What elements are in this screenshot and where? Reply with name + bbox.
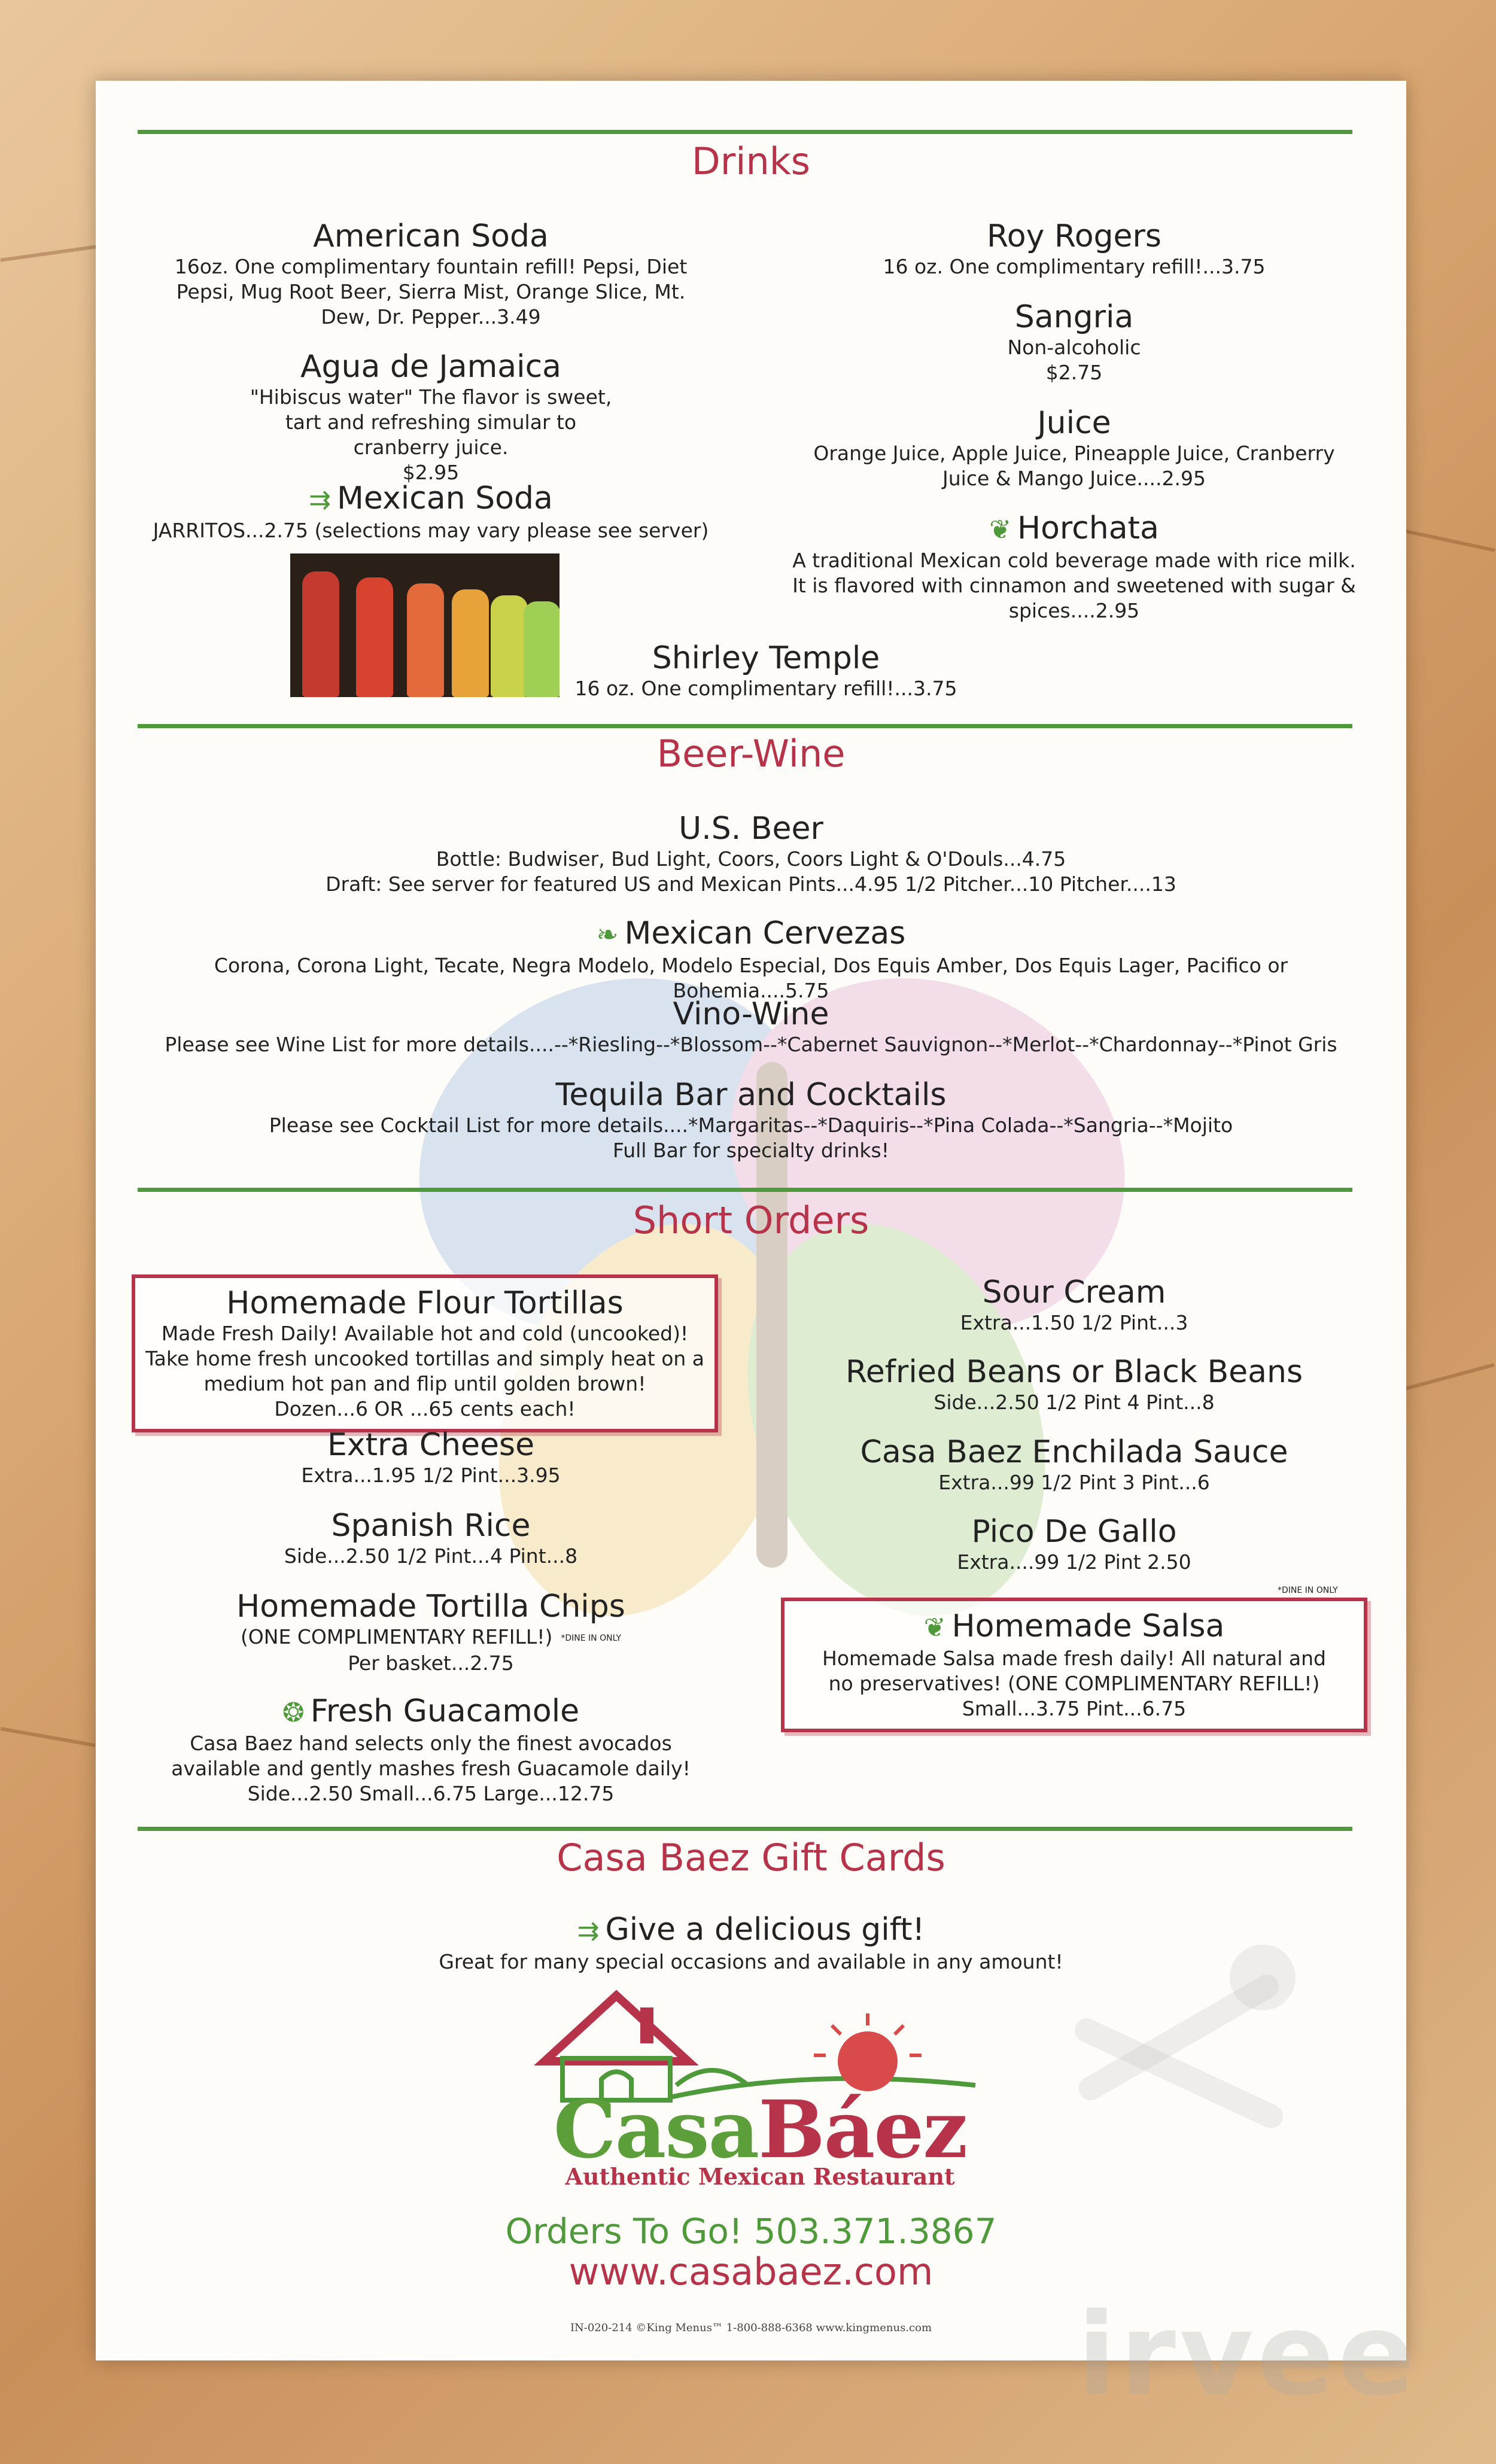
- item-description: Side...2.50 1/2 Pint...4 Pint...8: [284, 1544, 578, 1568]
- item-description: Full Bar for specialty drinks!: [613, 1139, 889, 1162]
- item-name: Homemade Salsa: [951, 1608, 1225, 1644]
- section-divider: [138, 724, 1352, 728]
- item-name: Homemade Flour Tortillas: [226, 1285, 624, 1321]
- pepper-icon: ❦: [923, 1613, 946, 1643]
- item-description: Draft: See server for featured US and Mexican Pints...4.95 1/2 Pitcher...10 Pitcher....13: [326, 872, 1176, 896]
- logo-word-baez: Báez: [758, 2083, 967, 2176]
- item-description: Please see Cocktail List for more details....*Margaritas--*Daquiris--*Pina Colada--*Sangria--*Mojito: [269, 1114, 1233, 1137]
- section-divider: [138, 130, 1352, 134]
- logo-tagline: Authentic Mexican Restaurant: [565, 2163, 955, 2190]
- item-name: Agua de Jamaica: [300, 349, 562, 385]
- item-name: U.S. Beer: [679, 811, 823, 847]
- website-link[interactable]: www.casabaez.com: [568, 2250, 934, 2293]
- cutlery-watermark: [1029, 1906, 1328, 2157]
- menu-item-beans: [784, 1354, 1364, 1415]
- item-name: Vino-Wine: [673, 996, 829, 1032]
- menu-item-agua-de-jamaica: [138, 349, 724, 485]
- orders-to-go-phone: Orders To Go! 503.371.3867: [505, 2211, 997, 2252]
- section-divider: [138, 1827, 1352, 1831]
- printer-footer-note: IN-020-214 ©King Menus™ 1-800-888-6368 www.kingmenus.com: [570, 2322, 932, 2334]
- section-title-drinks: Drinks: [692, 139, 810, 183]
- background-crack: [1, 1727, 96, 1747]
- background-crack: [0, 244, 101, 262]
- leaf-icon: ❧: [596, 920, 619, 950]
- item-price: Per basket...2.75: [348, 1651, 514, 1675]
- item-name: Tequila Bar and Cocktails: [555, 1077, 947, 1113]
- item-description: 16oz. One complimentary fountain refill! Pepsi, Diet Pepsi, Mug Root Beer, Sierra Mist, Orange Slice, Mt. Dew, Dr. Pepper...3.49: [174, 255, 688, 328]
- item-description: Casa Baez hand selects only the finest avocados available and gently mashes fresh Guacamole daily!: [171, 1732, 691, 1780]
- item-description: (ONE COMPLIMENTARY REFILL!): [240, 1625, 553, 1648]
- menu-item-mexican-cervezas: [138, 915, 1364, 1003]
- menu-item-roy-rogers: [784, 218, 1364, 279]
- item-description: JARRITOS...2.75 (selections may vary please see server): [153, 519, 709, 542]
- item-name: Shirley Temple: [652, 640, 880, 676]
- casa-baez-logo: [533, 1984, 987, 2190]
- item-description: Bottle: Budwiser, Bud Light, Coors, Coors Light & O'Douls...4.75: [436, 847, 1066, 871]
- item-description: Please see Wine List for more details....--*Riesling--*Blossom--*Cabernet Sauvignon--*Merlot--*Chardonnay--*Pinot Gris: [165, 1033, 1337, 1056]
- item-description: Side...2.50 1/2 Pint 4 Pint...8: [934, 1391, 1215, 1414]
- logo-wordmark: [533, 2083, 987, 2176]
- arrow-icon: ⇉: [309, 485, 332, 515]
- item-price: Side...2.50 Small...6.75 Large...12.75: [247, 1782, 615, 1805]
- item-name: Extra Cheese: [327, 1427, 535, 1463]
- menu-item-american-soda: [138, 218, 724, 330]
- item-description: "Hibiscus water" The flavor is sweet, tart and refreshing simular to cranberry juice.: [250, 385, 612, 459]
- item-name: Horchata: [1017, 510, 1159, 546]
- background-crack: [1401, 528, 1495, 552]
- chili-icon: ❦: [989, 515, 1012, 545]
- item-name: Sour Cream: [982, 1274, 1166, 1310]
- item-description: 16 oz. One complimentary refill!...3.75: [574, 677, 957, 700]
- dine-in-note: *DINE IN ONLY: [561, 1633, 622, 1643]
- menu-item-juice: [784, 405, 1364, 491]
- menu-item-tequila-bar: [138, 1077, 1364, 1163]
- item-description: Extra...1.50 1/2 Pint...3: [960, 1311, 1188, 1334]
- logo-word-casa: Casa: [553, 2083, 759, 2176]
- menu-item-mexican-soda: [138, 480, 724, 543]
- menu-item-guacamole: [138, 1693, 724, 1806]
- item-name: Mexican Cervezas: [624, 915, 906, 951]
- item-name: Mexican Soda: [337, 480, 553, 516]
- section-title-short-orders: Short Orders: [633, 1198, 869, 1242]
- item-description: Extra...1.95 1/2 Pint...3.95: [301, 1464, 561, 1487]
- menu-page: [96, 81, 1419, 2421]
- menu-item-sour-cream: [784, 1274, 1364, 1336]
- section-title-beer-wine: Beer-Wine: [656, 732, 846, 775]
- item-name: Spanish Rice: [331, 1508, 531, 1544]
- menu-item-sangria: [784, 299, 1364, 385]
- item-description: Orange Juice, Apple Juice, Pineapple Juice, Cranberry Juice & Mango Juice....2.95: [813, 442, 1335, 490]
- item-description: Non-alcoholic: [1007, 336, 1141, 359]
- item-name: Roy Rogers: [987, 218, 1161, 254]
- menu-item-flour-tortillas: [132, 1274, 718, 1432]
- menu-item-extra-cheese: [138, 1427, 724, 1488]
- section-divider: [138, 1188, 1352, 1192]
- menu-item-horchata: [784, 510, 1364, 623]
- item-description: Homemade Salsa made fresh daily! All natural and no preservatives! (ONE COMPLIMENTARY REFILL!): [822, 1647, 1326, 1695]
- menu-item-enchilada-sauce: [784, 1434, 1364, 1495]
- item-description: Made Fresh Daily! Available hot and cold (uncooked)! Take home fresh uncooked tortillas and simply heat on a medium hot pan and flip until golden brown!: [145, 1322, 705, 1395]
- item-name: Pico De Gallo: [971, 1514, 1177, 1550]
- dine-in-note: *DINE IN ONLY: [1278, 1586, 1338, 1595]
- menu-item-pico-de-gallo: [784, 1514, 1364, 1575]
- section-title-gift-cards: Casa Baez Gift Cards: [557, 1836, 945, 1879]
- item-price: Dozen...6 OR ...65 cents each!: [274, 1397, 576, 1420]
- item-description: Extra...99 1/2 Pint 3 Pint...6: [938, 1471, 1210, 1494]
- item-name: Homemade Tortilla Chips: [236, 1589, 625, 1625]
- menu-item-vino-wine: [138, 996, 1364, 1057]
- item-description: Extra....99 1/2 Pint 2.50: [957, 1550, 1191, 1574]
- gift-description: Great for many special occasions and available in any amount!: [439, 1950, 1063, 1973]
- menu-item-shirley-temple: [557, 640, 975, 701]
- item-description: Corona, Corona Light, Tecate, Negra Modelo, Modelo Especial, Dos Equis Amber, Dos Equis Lager, Pacifico or Bohemia....5.75: [214, 954, 1288, 1002]
- item-name: Refried Beans or Black Beans: [845, 1354, 1303, 1390]
- menu-item-us-beer: [138, 811, 1364, 897]
- arrow-icon: ⇉: [577, 1916, 600, 1946]
- menu-item-tortilla-chips: [138, 1589, 724, 1676]
- item-name: Casa Baez Enchilada Sauce: [860, 1434, 1288, 1470]
- item-name: Sangria: [1014, 299, 1134, 335]
- gift-headline: Give a delicious gift!: [605, 1912, 925, 1948]
- item-name: American Soda: [313, 218, 549, 254]
- jarritos-bottles-photo: [290, 553, 560, 697]
- item-description: A traditional Mexican cold beverage made with rice milk. It is flavored with cinnamon and sweetened with sugar & spices....2.95: [792, 549, 1356, 622]
- background-crack: [1395, 1363, 1495, 1393]
- item-price: Small...3.75 Pint...6.75: [962, 1697, 1187, 1720]
- item-price: $2.95: [402, 461, 460, 484]
- watermark-text: irvee: [1077, 2289, 1419, 2421]
- item-price: $2.75: [1045, 361, 1103, 384]
- item-description: 16 oz. One complimentary refill!...3.75: [883, 255, 1266, 278]
- avocado-icon: ❂: [282, 1698, 305, 1728]
- item-name: Fresh Guacamole: [310, 1693, 580, 1729]
- menu-item-spanish-rice: [138, 1508, 724, 1569]
- menu-item-homemade-salsa: [781, 1598, 1367, 1732]
- item-name: Juice: [1037, 405, 1111, 441]
